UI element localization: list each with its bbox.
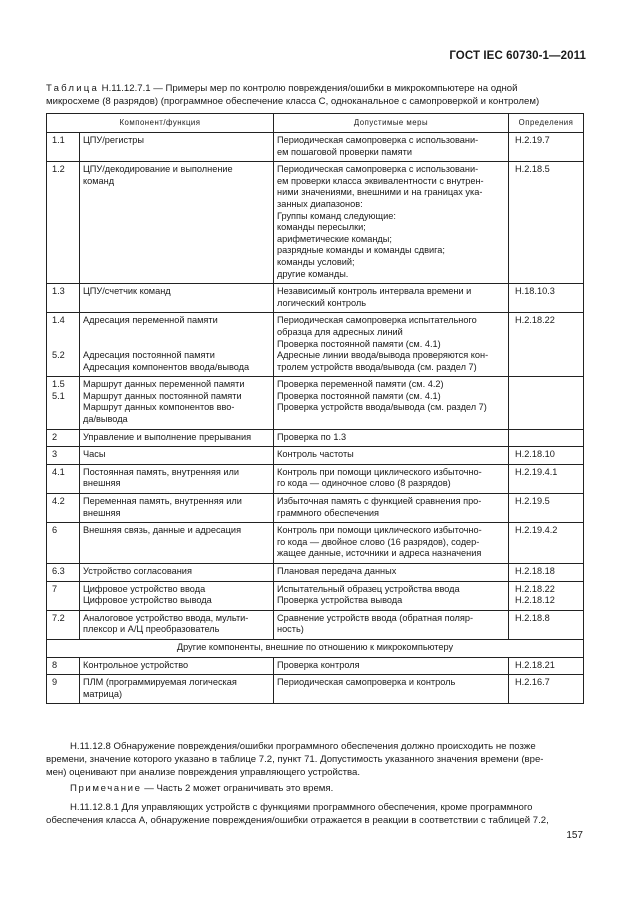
row-definition xyxy=(509,610,584,639)
table-row xyxy=(47,494,584,523)
row-definition-line: Н.2.19.7 xyxy=(515,135,550,145)
table-row xyxy=(47,581,584,610)
row-component-line xyxy=(83,327,270,339)
row-component-line: Переменная память, внутренняя или xyxy=(83,496,242,507)
row-measures-line: Периодическая самопроверка с использовани- xyxy=(277,135,479,145)
row-component-line: Контрольное устройство xyxy=(83,659,189,670)
row-number-line: 8 xyxy=(52,659,58,670)
row-measures-line: го кода — двойное слово (16 разрядов), содер- xyxy=(277,536,480,547)
row-component xyxy=(80,133,274,162)
row-component-line: Внешняя связь, данные и адресация xyxy=(83,525,242,536)
row-component xyxy=(80,162,274,284)
row-number xyxy=(47,133,80,162)
row-measures xyxy=(274,581,509,610)
row-component xyxy=(80,564,274,582)
p2-line-1: Н.11.12.8.1 Для управляющих устройств с функциями программного обеспечения, кроме программного xyxy=(70,802,533,813)
row-component-line: внешняя xyxy=(83,478,121,489)
row-measures-line: Проверка постоянной памяти (см. 4.1) xyxy=(277,390,441,401)
row-definition xyxy=(509,494,584,523)
row-measures xyxy=(274,313,509,377)
row-component-line: ЦПУ/регистры xyxy=(83,135,145,145)
row-measures-line: Проверка устройства вывода xyxy=(277,595,403,606)
row-number xyxy=(47,564,80,582)
row-definition xyxy=(509,429,584,447)
table-row xyxy=(47,284,584,313)
row-number xyxy=(47,610,80,639)
row-definition xyxy=(509,162,584,284)
row-component-line: ПЛМ (программируемая логическая xyxy=(83,677,237,688)
row-component-line: Маршрут данных постоянной памяти xyxy=(83,390,242,401)
row-number-line: 5.2 xyxy=(52,350,65,361)
row-number-line: 9 xyxy=(52,677,58,688)
row-component xyxy=(80,610,274,639)
row-number-line: 7 xyxy=(52,583,58,594)
row-measures-line: арифметические команды; xyxy=(277,233,392,244)
row-component xyxy=(80,377,274,429)
row-measures-line: Сравнение устройств ввода (обратная поляр- xyxy=(277,612,474,623)
row-component xyxy=(80,313,274,377)
row-measures-line: Проверка постоянной памяти (см. 4.1) xyxy=(277,338,441,349)
row-definition-line: Н.2.18.18 xyxy=(515,566,555,576)
row-number xyxy=(47,447,80,465)
row-definition-line: Н.2.18.12 xyxy=(515,595,555,606)
row-measures-line: Проверка по 1.3 xyxy=(277,431,347,442)
row-definition-line: Н.2.19.4.2 xyxy=(515,525,558,536)
row-component-line: ЦПУ/счетчик команд xyxy=(83,286,171,297)
row-definition xyxy=(509,284,584,313)
row-number-line: 4.2 xyxy=(52,496,65,507)
row-measures-line: Периодическая самопроверка испытательного xyxy=(277,315,477,326)
table-row xyxy=(47,162,584,284)
row-measures-line: ем проверки класса эквивалентности с внутрен- xyxy=(277,175,484,186)
table-row xyxy=(47,133,584,162)
row-measures-line: Адресные линии ввода/вывода проверяются кон- xyxy=(277,350,489,361)
row-measures-line: ними значениями, внешними и на границах ука- xyxy=(277,187,483,198)
row-measures-line: Контроль частоты xyxy=(277,449,354,460)
row-component-line: Постоянная память, внутренняя или xyxy=(83,466,240,477)
row-definition-line: Н.18.10.3 xyxy=(515,286,555,297)
subheader-cell: Другие компоненты, внешние по отношению к микрокомпьютеру xyxy=(47,639,584,657)
header-component: Компонент/функция xyxy=(47,114,274,133)
row-component-line: матрица) xyxy=(83,688,123,699)
row-measures-line: команды условий; xyxy=(277,256,355,267)
table-row xyxy=(47,447,584,465)
row-measures-line: логический контроль xyxy=(277,297,367,308)
row-number xyxy=(47,313,80,377)
row-number-line: 1.4 xyxy=(52,315,65,326)
row-number-line: 5.1 xyxy=(52,390,65,401)
row-measures-line: другие команды. xyxy=(277,268,349,279)
row-measures xyxy=(274,523,509,564)
row-definition-line: Н.2.18.22 xyxy=(515,583,555,594)
row-number xyxy=(47,162,80,284)
row-measures xyxy=(274,133,509,162)
row-measures-line: Группы команд следующие: xyxy=(277,210,396,221)
row-number xyxy=(47,523,80,564)
row-definition xyxy=(509,313,584,377)
subheader-row xyxy=(47,639,584,657)
table-row xyxy=(47,429,584,447)
row-measures xyxy=(274,429,509,447)
row-component-line: Адресация постоянной памяти xyxy=(83,350,215,361)
row-measures-line: занных диапазонов: xyxy=(277,198,363,209)
row-component-line: Часы xyxy=(83,449,106,460)
row-definition xyxy=(509,464,584,493)
row-measures xyxy=(274,675,509,704)
row-number-line: 1.5 xyxy=(52,379,65,390)
row-measures xyxy=(274,464,509,493)
row-component-line: плексор и А/Ц преобразователь xyxy=(83,624,220,635)
row-measures-line: ность) xyxy=(277,624,304,635)
row-measures xyxy=(274,377,509,429)
paragraph-h11128 xyxy=(46,740,583,779)
document-header: ГОСТ IEC 60730-1—2011 xyxy=(449,50,586,62)
table-row xyxy=(47,313,584,377)
row-measures-line: Контроль при помощи циклического избыточно- xyxy=(277,466,482,477)
row-definition xyxy=(509,523,584,564)
row-measures-line: Контроль при помощи циклического избыточно- xyxy=(277,525,482,536)
row-measures xyxy=(274,284,509,313)
row-component-line: Устройство согласования xyxy=(83,566,192,576)
table-row xyxy=(47,377,584,429)
row-definition-line: Н.2.19.5 xyxy=(515,496,550,507)
note xyxy=(46,782,583,795)
row-measures-line: Периодическая самопроверка и контроль xyxy=(277,677,456,688)
row-measures-line: образца для адресных линий xyxy=(277,326,403,337)
row-measures-line: Плановая передача данных xyxy=(277,566,397,576)
row-component-line xyxy=(83,339,270,351)
table-row xyxy=(47,523,584,564)
row-component xyxy=(80,581,274,610)
row-definition xyxy=(509,447,584,465)
row-definition xyxy=(509,133,584,162)
table-row xyxy=(47,564,584,582)
row-component xyxy=(80,464,274,493)
row-definition xyxy=(509,657,584,675)
row-measures-line: Испытательный образец устройства ввода xyxy=(277,583,460,594)
row-number-line: 7.2 xyxy=(52,612,65,623)
header-definitions: Определения xyxy=(509,114,584,133)
table-header-row xyxy=(47,114,584,133)
p2-line-2: обеспечения класса А, обнаружение повреждения/ошибки отражается в реакции в соответствии с таблицей 7.2, xyxy=(46,815,549,826)
table-row xyxy=(47,610,584,639)
row-measures-line: команды пересылки; xyxy=(277,222,366,233)
measures-table xyxy=(46,113,584,704)
row-number xyxy=(47,657,80,675)
table-row xyxy=(47,675,584,704)
row-measures-line: го кода — одиночное слово (8 разрядов) xyxy=(277,478,451,489)
row-definition xyxy=(509,675,584,704)
caption-text-2: микросхеме (8 разрядов) (программное обеспечение класса С, одноканальное с самопроверкой и контролем) xyxy=(46,96,540,107)
paragraph-h111281 xyxy=(46,801,583,827)
row-component xyxy=(80,284,274,313)
row-number-line: 4.1 xyxy=(52,466,65,477)
row-number-line: 2 xyxy=(52,431,58,442)
row-component-line: Маршрут данных переменной памяти xyxy=(83,379,245,390)
row-definition-line: Н.2.16.7 xyxy=(515,677,550,688)
row-component xyxy=(80,447,274,465)
row-component-line: Цифровое устройство вывода xyxy=(83,595,212,606)
row-measures xyxy=(274,564,509,582)
row-number-line: 1.3 xyxy=(52,286,65,297)
row-component-line: Адресация переменной памяти xyxy=(83,315,218,326)
row-number-line: 1.1 xyxy=(52,135,65,145)
row-definition-line: Н.2.18.21 xyxy=(515,659,555,670)
row-measures xyxy=(274,657,509,675)
row-number xyxy=(47,581,80,610)
p1-line-3: мен) оценивают при анализе повреждения управляющего устройства. xyxy=(46,767,361,778)
row-component-line: команд xyxy=(83,175,115,186)
row-measures-line: Избыточная память с функцией сравнения про- xyxy=(277,496,482,507)
row-component-line: Адресация компонентов ввода/вывода xyxy=(83,361,250,372)
row-definition-line: Н.2.19.4.1 xyxy=(515,466,558,477)
note-label: Примечание xyxy=(70,783,142,794)
header-measures: Допустимые меры xyxy=(274,114,509,133)
row-measures-line: Проверка устройств ввода/вывода (см. раздел 7) xyxy=(277,402,487,413)
row-measures-line: Проверка переменной памяти (см. 4.2) xyxy=(277,379,444,390)
row-component-line: Маршрут данных компонентов вво- xyxy=(83,402,235,413)
note-text: — Часть 2 может ограничивать это время. xyxy=(141,783,334,794)
row-component xyxy=(80,675,274,704)
p1-line-2: времени, значение которого указано в таблице 7.2, пункт 71. Допустимость указанного значения времени (вре- xyxy=(46,754,544,765)
row-number xyxy=(47,377,80,429)
row-measures-line: ем пошаговой проверки памяти xyxy=(277,146,412,157)
row-measures xyxy=(274,447,509,465)
row-definition xyxy=(509,581,584,610)
row-component xyxy=(80,523,274,564)
page-number: 157 xyxy=(566,830,583,841)
row-component xyxy=(80,657,274,675)
row-definition-line: Н.2.18.8 xyxy=(515,612,550,623)
row-measures xyxy=(274,610,509,639)
row-definition-line: Н.2.18.22 xyxy=(515,315,555,326)
row-component-line: да/вывода xyxy=(83,414,128,425)
row-number-line xyxy=(47,327,79,339)
row-definition xyxy=(509,377,584,429)
row-number-line: 6 xyxy=(52,525,58,536)
row-component-line: ЦПУ/декодирование и выполнение xyxy=(83,164,233,175)
row-definition xyxy=(509,564,584,582)
caption-text-1: Н.11.12.7.1 — Примеры мер по контролю повреждения/ошибки в микрокомпьютере на одной xyxy=(99,83,518,94)
row-number xyxy=(47,284,80,313)
row-measures-line: Независимый контроль интервала времени и xyxy=(277,286,472,297)
row-measures-line: граммного обеспечения xyxy=(277,507,380,518)
row-measures-line: Периодическая самопроверка с использовани- xyxy=(277,164,479,175)
row-number xyxy=(47,429,80,447)
row-component-line: Аналоговое устройство ввода, мульти- xyxy=(83,612,249,623)
row-number-line: 3 xyxy=(52,449,58,460)
row-number-line: 1.2 xyxy=(52,164,65,175)
table-row xyxy=(47,657,584,675)
table-caption xyxy=(46,82,586,108)
row-measures xyxy=(274,494,509,523)
row-measures-line: тролем устройств ввода/вывода (см. раздел 7) xyxy=(277,361,477,372)
row-number xyxy=(47,464,80,493)
row-component xyxy=(80,429,274,447)
table-row xyxy=(47,464,584,493)
row-definition-line: Н.2.18.5 xyxy=(515,164,550,175)
row-number xyxy=(47,675,80,704)
row-number-line xyxy=(47,339,79,351)
caption-label: Таблица xyxy=(46,83,100,94)
row-component-line: внешняя xyxy=(83,507,121,518)
row-measures-line: Проверка контроля xyxy=(277,659,360,670)
row-definition-line: Н.2.18.10 xyxy=(515,449,555,460)
row-measures-line: жащее данные, источники и адреса назначения xyxy=(277,548,482,559)
row-number xyxy=(47,494,80,523)
row-component-line: Цифровое устройство ввода xyxy=(83,583,206,594)
row-component-line: Управление и выполнение прерывания xyxy=(83,431,252,442)
row-number-line: 6.3 xyxy=(52,566,65,576)
p1-line-1: Н.11.12.8 Обнаружение повреждения/ошибки программного обеспечения должно происходить не позже xyxy=(70,741,536,752)
row-measures-line: разрядные команды и команды сдвига; xyxy=(277,245,445,256)
row-component xyxy=(80,494,274,523)
row-measures xyxy=(274,162,509,284)
